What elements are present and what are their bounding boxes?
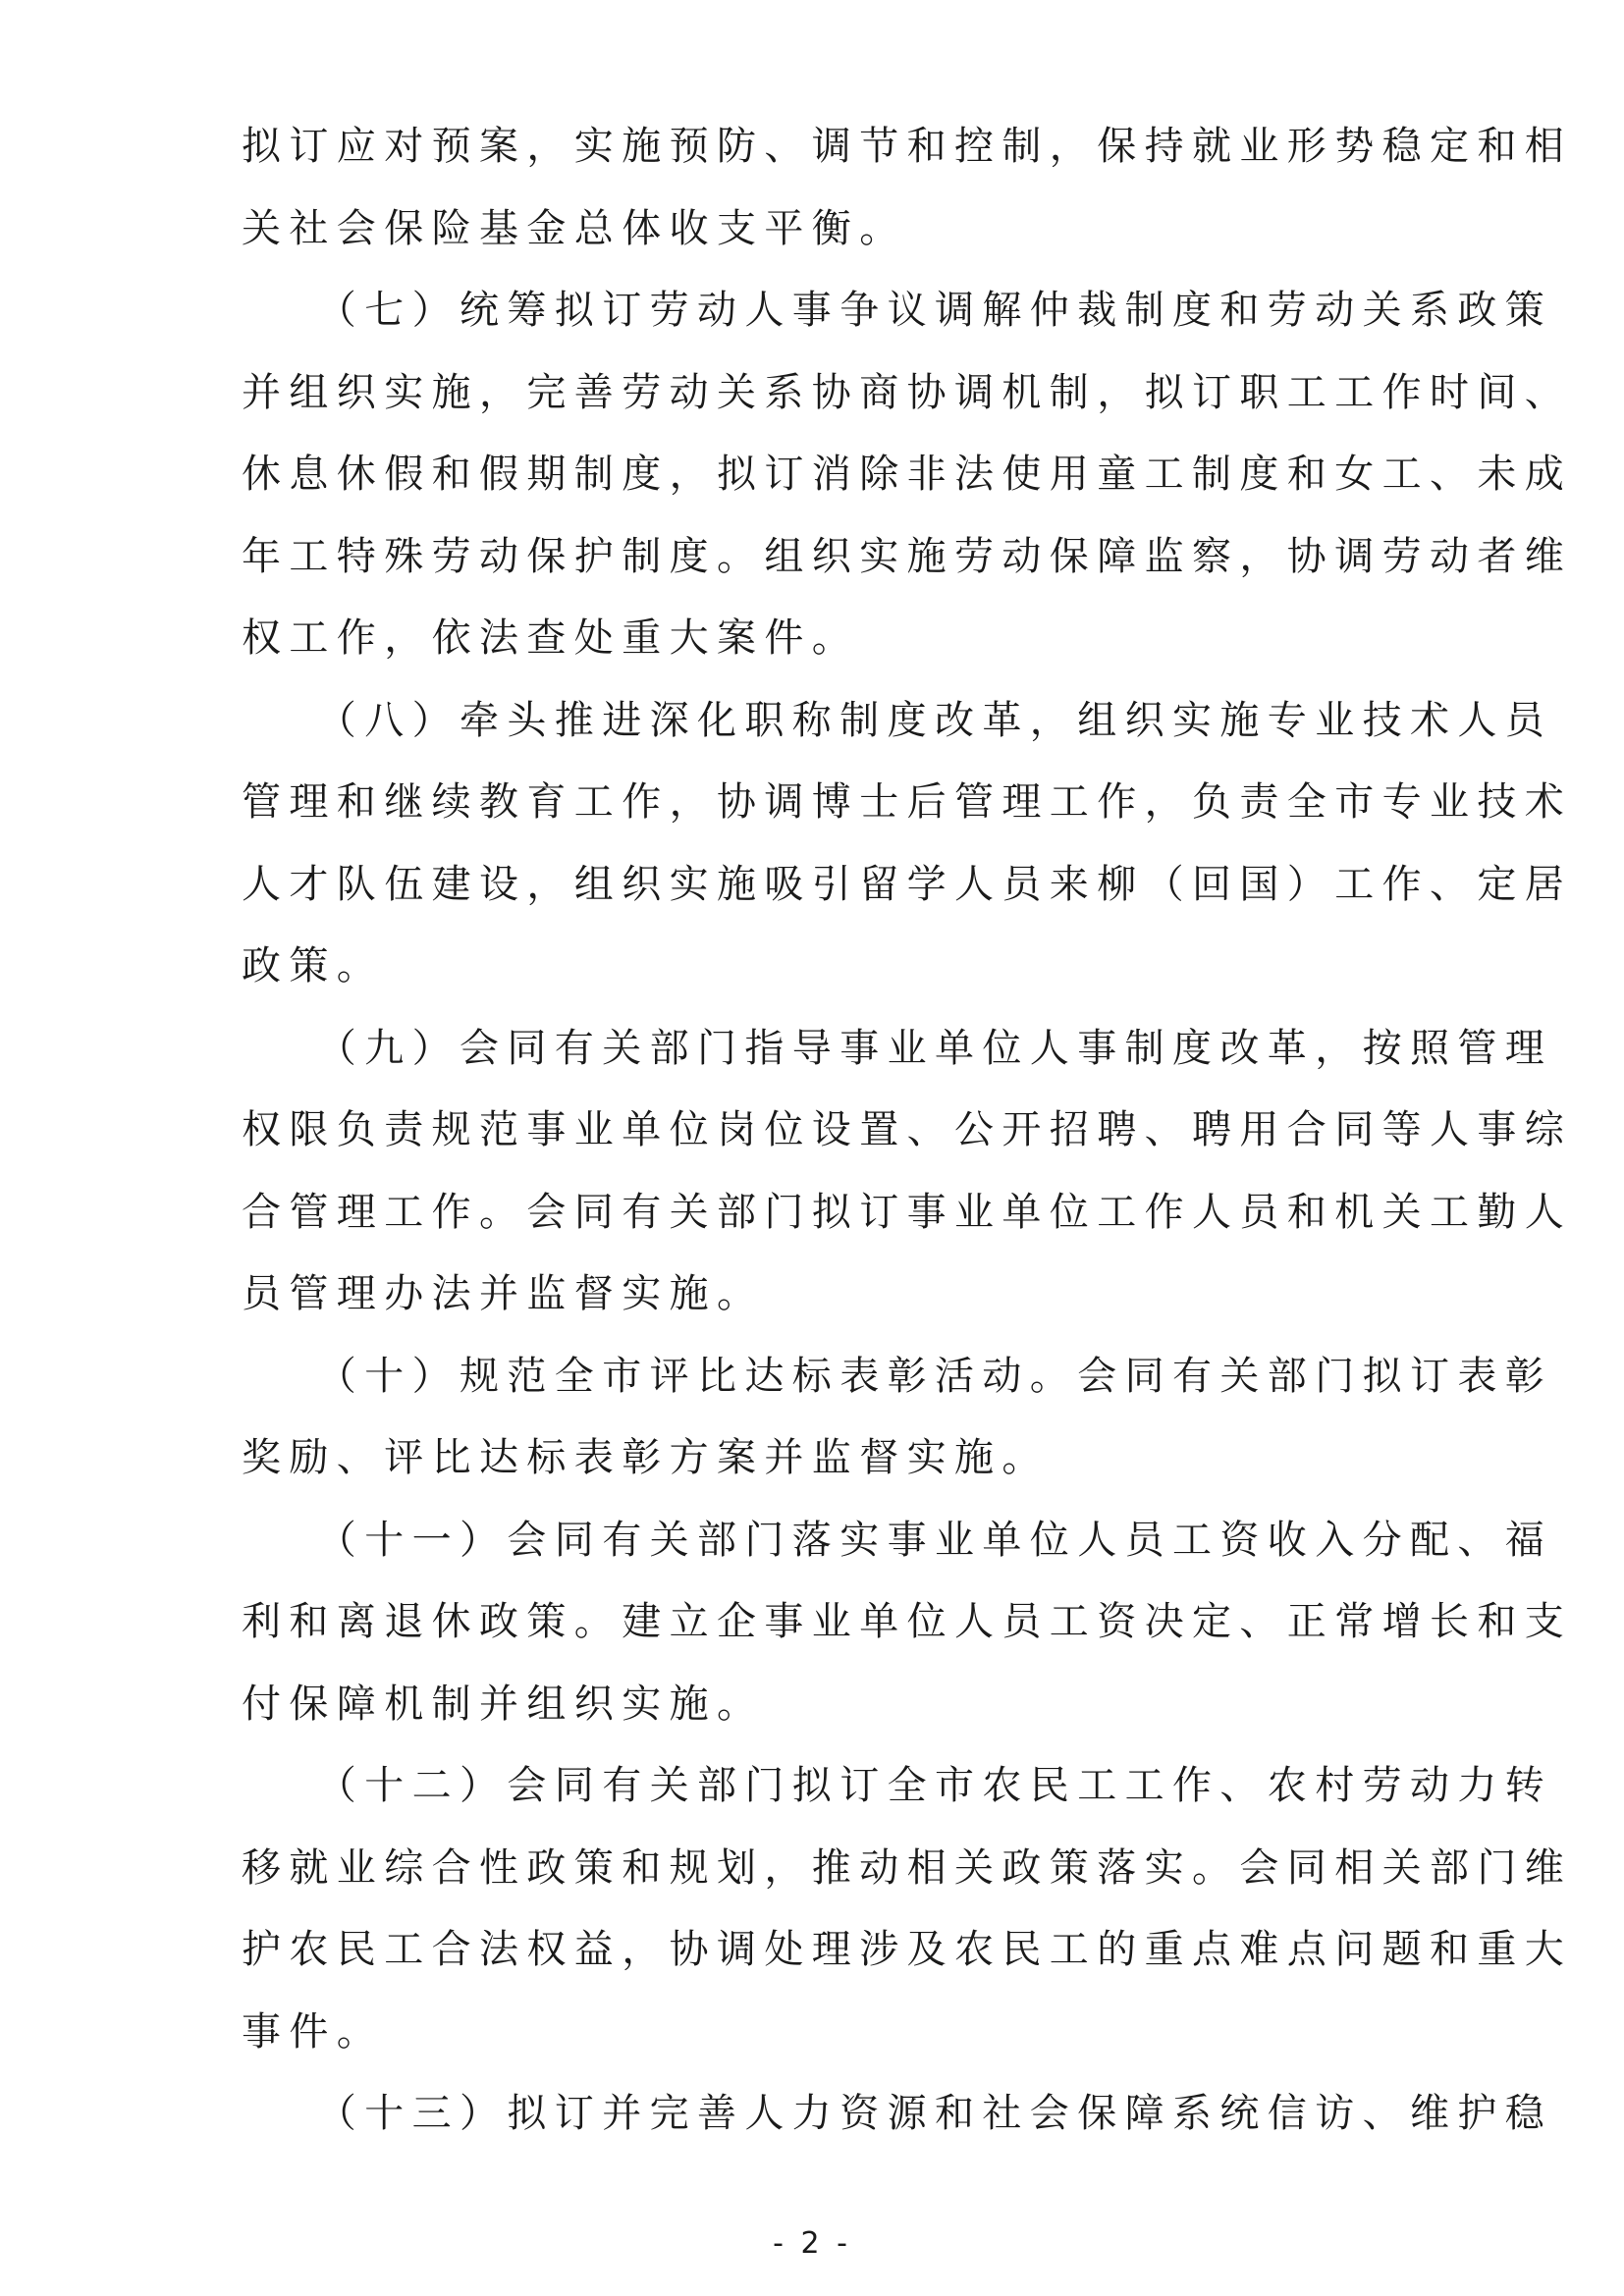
text-line: （八）牵头推进深化职称制度改革，组织实施专业技术人员 xyxy=(242,697,1553,743)
text-line: （十一）会同有关部门落实事业单位人员工资收入分配、福 xyxy=(242,1517,1553,1563)
page-number: - 2 - xyxy=(773,2226,851,2261)
text-line: （十）规范全市评比达标表彰活动。会同有关部门拟订表彰 xyxy=(242,1353,1553,1399)
text-line: 权工作，依法查处重大案件。 xyxy=(242,615,860,661)
text-line: （十二）会同有关部门拟订全市农民工工作、农村劳动力转 xyxy=(242,1763,1553,1808)
text-line: （九）会同有关部门指导事业单位人事制度改革，按照管理 xyxy=(242,1025,1553,1071)
text-line: 管理和继续教育工作，协调博士后管理工作，负责全市专业技术 xyxy=(242,779,1573,825)
text-line: 政策。 xyxy=(242,943,385,988)
text-line: （十三）拟订并完善人力资源和社会保障系统信访、维护稳 xyxy=(242,2091,1553,2136)
text-line: 权限负责规范事业单位岗位设置、公开招聘、聘用合同等人事综 xyxy=(242,1107,1573,1152)
text-line: 休息休假和假期制度，拟订消除非法使用童工制度和女工、未成 xyxy=(242,452,1573,497)
text-line: 合管理工作。会同有关部门拟订事业单位工作人员和机关工勤人 xyxy=(242,1189,1573,1235)
text-line: 拟订应对预案，实施预防、调节和控制，保持就业形势稳定和相 xyxy=(242,124,1573,169)
text-line: 奖励、评比达标表彰方案并监督实施。 xyxy=(242,1435,1050,1480)
text-line: 并组织实施，完善劳动关系协商协调机制，拟订职工工作时间、 xyxy=(242,369,1573,415)
text-line: 利和离退休政策。建立企事业单位人员工资决定、正常增长和支 xyxy=(242,1599,1573,1644)
text-line: 事件。 xyxy=(242,2008,385,2055)
body-text xyxy=(242,106,1573,2156)
text-line: 护农民工合法权益，协调处理涉及农民工的重点难点问题和重大 xyxy=(242,1927,1573,1972)
text-line: （七）统筹拟订劳动人事争议调解仲裁制度和劳动关系政策 xyxy=(242,288,1553,333)
text-line: 员管理办法并监督实施。 xyxy=(242,1271,765,1316)
text-line: 关社会保险基金总体收支平衡。 xyxy=(242,205,907,251)
text-line: 移就业综合性政策和规划，推动相关政策落实。会同相关部门维 xyxy=(242,1844,1573,1891)
text-line: 年工特殊劳动保护制度。组织实施劳动保障监察，协调劳动者维 xyxy=(242,533,1573,579)
text-line: 付保障机制并组织实施。 xyxy=(242,1681,765,1727)
text-line: 人才队伍建设，组织实施吸引留学人员来柳（回国）工作、定居 xyxy=(242,861,1573,907)
